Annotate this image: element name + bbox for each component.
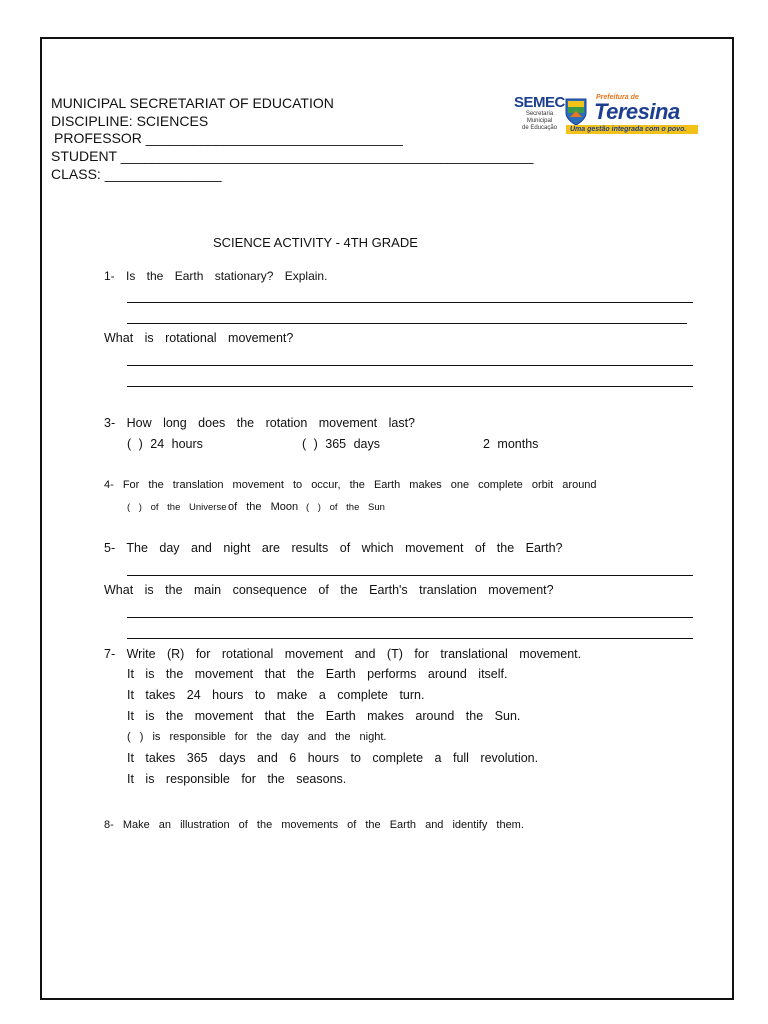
q7-item: It is the movement that the Earth makes around the Sun.: [127, 709, 521, 723]
semec-teresina-logo: [510, 92, 700, 136]
q7-item: It is responsible for the seasons.: [127, 772, 347, 786]
q4-option-moon: of the Moon: [228, 501, 299, 513]
org-name: MUNICIPAL SECRETARIAT OF EDUCATION: [51, 95, 334, 111]
slogan-text: Uma gestão integrada com o povo.: [570, 126, 687, 133]
professor-field: PROFESSOR _________________________________: [54, 130, 403, 146]
question-4: 4- For the translation movement to occur, the Earth makes one complete orbit around: [104, 479, 597, 491]
answer-line: [127, 386, 693, 387]
answer-line: [127, 617, 693, 618]
q3-option-2-months: 2 months: [483, 437, 539, 451]
city-crest-icon: [564, 95, 588, 127]
teresina-wordmark: Teresina: [594, 99, 680, 124]
answer-line: [127, 638, 693, 639]
q4-option-universe: ( ) of the Universe: [127, 502, 227, 513]
question-2: What is rotational movement?: [104, 331, 294, 345]
answer-line: [127, 302, 693, 303]
question-5: 5- The day and night are results of which movement of the Earth?: [104, 541, 563, 555]
question-3: 3- How long does the rotation movement last?: [104, 416, 415, 430]
answer-line: [127, 365, 693, 366]
answer-line: [127, 575, 693, 576]
q4-option-sun: ( ) of the Sun: [306, 502, 385, 513]
question-7: 7- Write (R) for rotational movement and (T) for translational movement.: [104, 647, 582, 661]
semec-subtitle: Secretaria Municipal de Educação: [522, 111, 558, 131]
q7-item: It takes 24 hours to make a complete turn.: [127, 688, 425, 702]
question-8: 8- Make an illustration of the movements of the Earth and identify them.: [104, 819, 524, 831]
q7-item: It is the movement that the Earth performs around itself.: [127, 667, 508, 681]
question-6: What is the main consequence of the Earth's translation movement?: [104, 583, 554, 597]
question-1: 1- Is the Earth stationary? Explain.: [104, 269, 328, 283]
q7-item: It takes 365 days and 6 hours to complete a full revolution.: [127, 751, 539, 765]
prefeitura-label: Prefeitura de: [596, 94, 639, 101]
q3-option-365-days: ( ) 365 days: [302, 437, 381, 451]
discipline-field: DISCIPLINE: SCIENCES: [51, 113, 209, 129]
class-field: CLASS: _______________: [51, 166, 222, 182]
q3-option-24-hours: ( ) 24 hours: [127, 437, 203, 451]
semec-wordmark: SEMEC: [514, 94, 565, 111]
student-field: STUDENT _____________________________________________________: [51, 148, 534, 164]
q7-item: ( ) is responsible for the day and the night.: [127, 731, 387, 743]
page-title: SCIENCE ACTIVITY - 4TH GRADE: [213, 235, 418, 250]
answer-line: [127, 323, 687, 324]
